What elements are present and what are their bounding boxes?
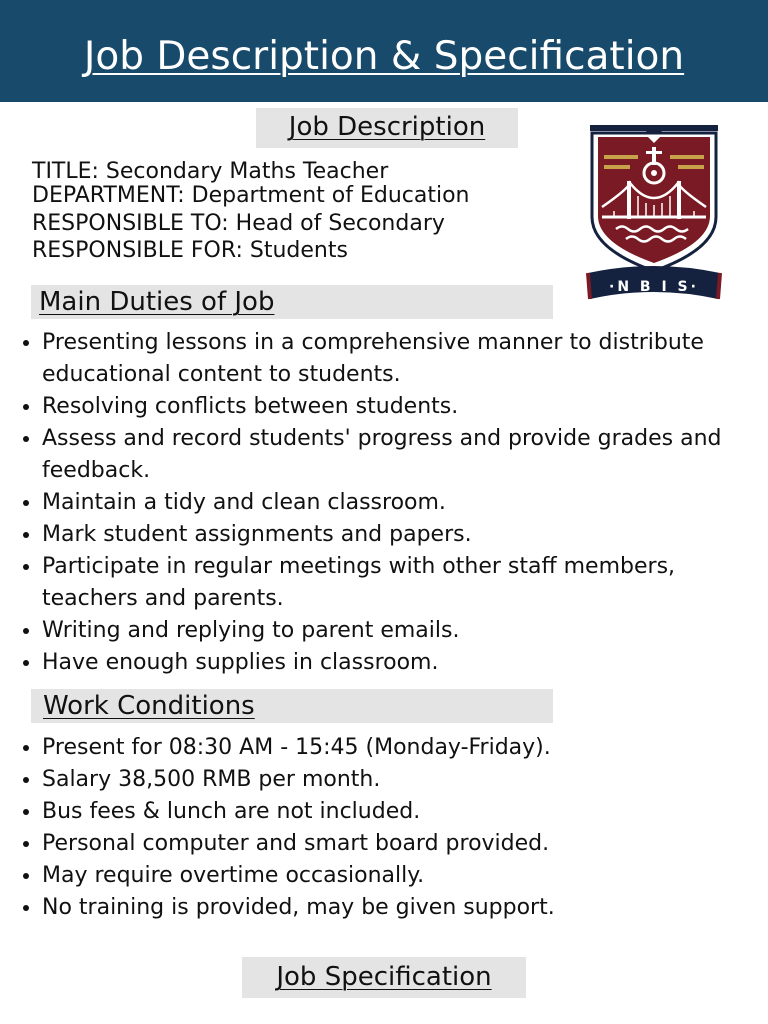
department-line: DEPARTMENT: Department of Education (32, 183, 470, 208)
work-conditions-list (0, 732, 742, 924)
responsible-to-line: RESPONSIBLE TO: Head of Secondary (32, 211, 445, 236)
main-duties-heading: Main Duties of Job (31, 285, 553, 319)
list-item: • Personal computer and smart board provided. (42, 828, 742, 860)
list-item: • Bus fees & lunch are not included. (42, 796, 742, 828)
title-line: TITLE: Secondary Maths Teacher (32, 159, 389, 184)
list-item: • Have enough supplies in classroom. (42, 647, 742, 679)
job-specification-heading: Job Specification (242, 957, 526, 998)
work-conditions-heading: Work Conditions (31, 689, 553, 723)
main-duties-list (0, 327, 742, 679)
list-item: • Salary 38,500 RMB per month. (42, 764, 742, 796)
responsible-for-line: RESPONSIBLE FOR: Students (32, 238, 348, 263)
job-description-heading: Job Description (256, 108, 518, 148)
logo-text: ·N B I S· (609, 279, 699, 295)
header-banner (0, 0, 768, 102)
list-item: • Present for 08:30 AM - 15:45 (Monday-Friday). (42, 732, 742, 764)
page-title: Job Description & Specification (83, 34, 685, 79)
list-item: • Writing and replying to parent emails. (42, 615, 742, 647)
list-item: • Participate in regular meetings with other staff members, teachers and parents. (42, 551, 742, 615)
list-item: • Resolving conflicts between students. (42, 391, 742, 423)
list-item: • May require overtime occasionally. (42, 860, 742, 892)
list-item: • Mark student assignments and papers. (42, 519, 742, 551)
list-item: • Assess and record students' progress and provide grades and feedback. (42, 423, 742, 487)
list-item: • No training is provided, may be given support. (42, 892, 742, 924)
list-item: • Maintain a tidy and clean classroom. (42, 487, 742, 519)
list-item: • Presenting lessons in a comprehensive manner to distribute educational content to students. (42, 327, 742, 391)
school-crest-logo (586, 121, 722, 309)
